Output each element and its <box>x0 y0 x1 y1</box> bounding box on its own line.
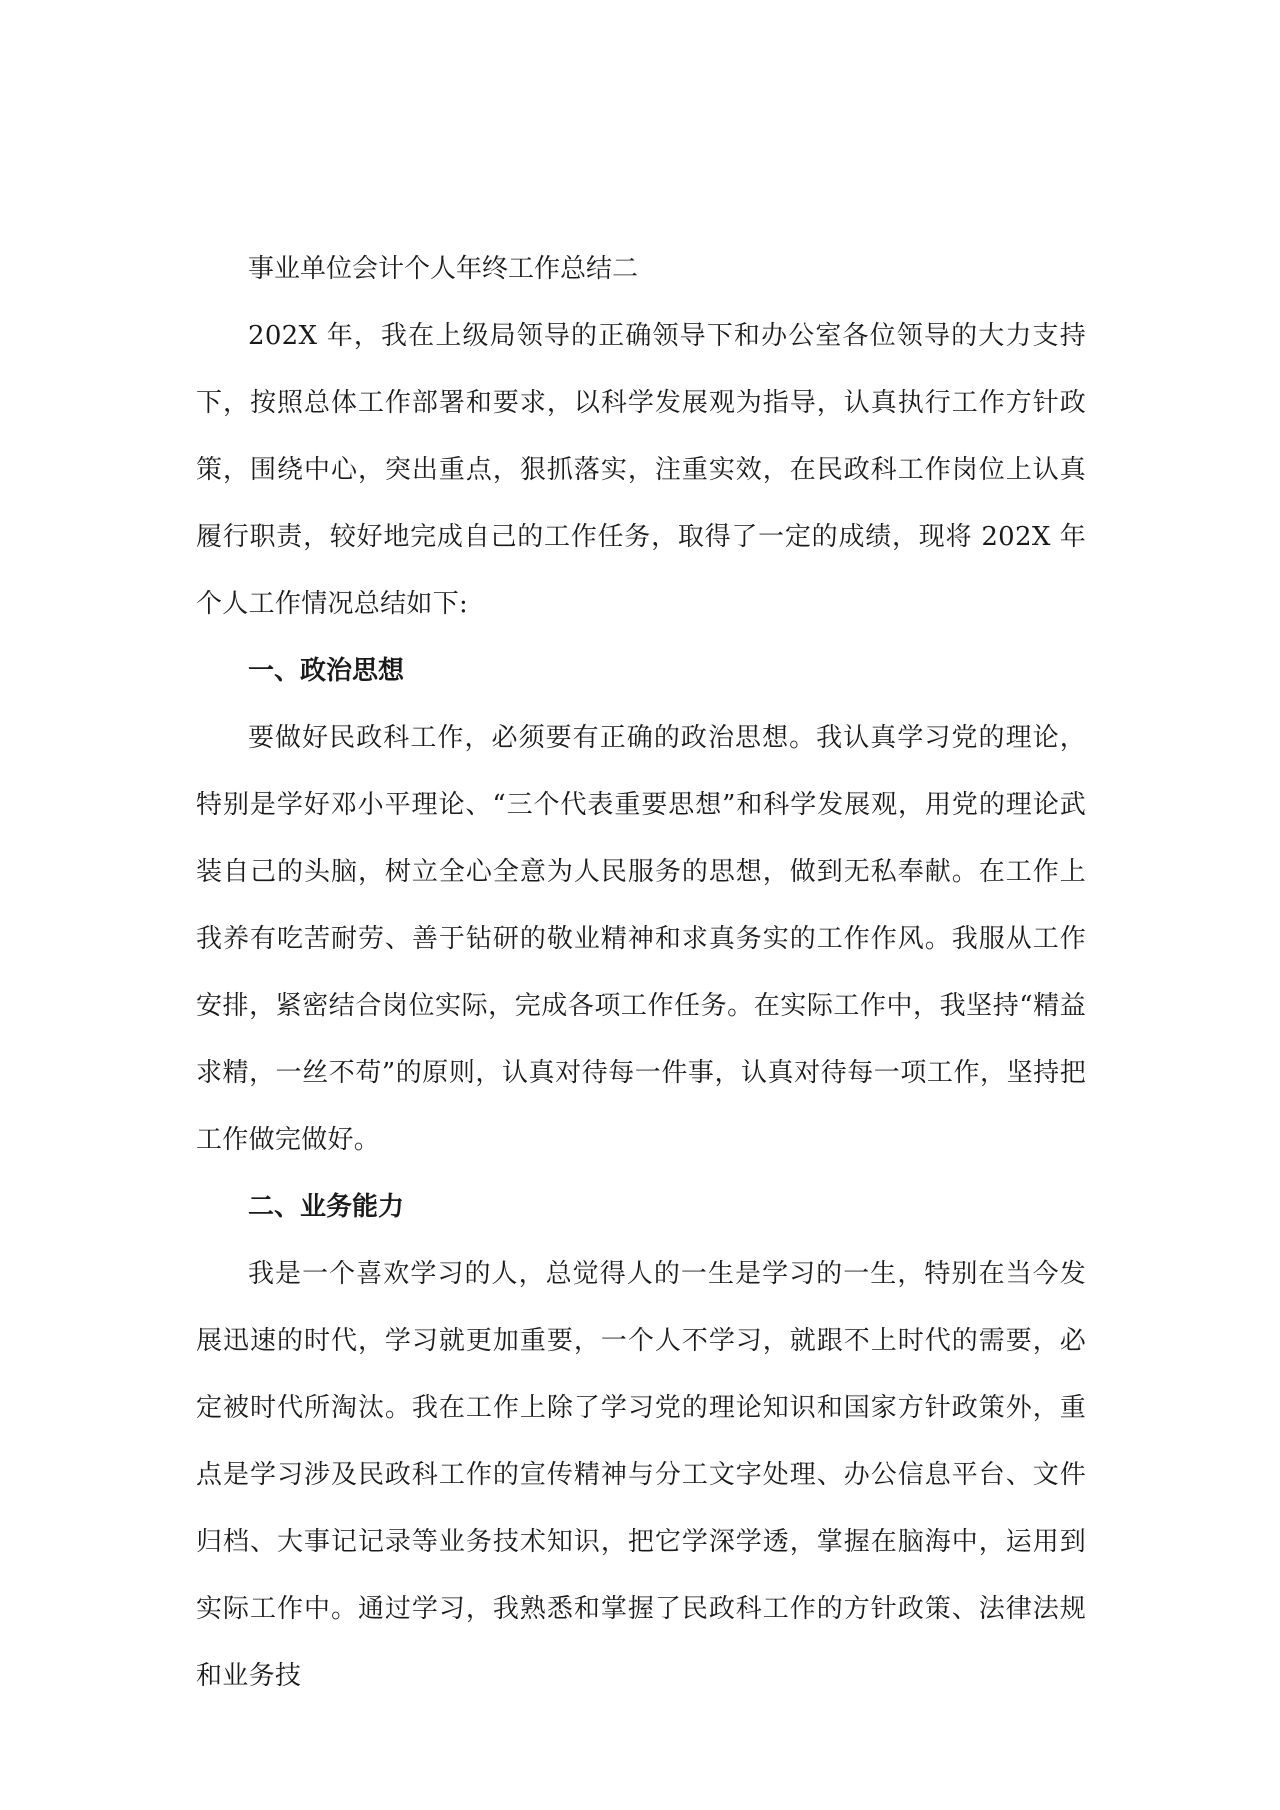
section-body-political: 要做好民政科工作，必须要有正确的政治思想。我认真学习党的理论，特别是学好邓小平理论、“三个代表重要思想”和科学发展观，用党的理论武装自己的头脑，树立全心全意为人民服务的思想，做到无私奉献。在工作上我养有吃苦耐劳、善于钻研的敬业精神和求真务实的工作作风。我服从工作安排，紧密结合岗位实际，完成各项工作任务。在实际工作中，我坚持“精益求精，一丝不苟”的原则，认真对待每一件事，认真对待每一项工作，坚持把工作做完做好。 <box>196 723 1086 1155</box>
section-body-business: 我是一个喜欢学习的人，总觉得人的一生是学习的一生，特别在当今发展迅速的时代，学习就更加重要，一个人不学习，就跟不上时代的需要，必定被时代所淘汰。我在工作上除了学习党的理论知识和国家方针政策外，重点是学习涉及民政科工作的宣传精神与分工文字处理、办公信息平台、文件归档、大事记记录等业务技术知识，把它学深学透，掌握在脑海中，运用到实际工作中。通过学习，我熟悉和掌握了民政科工作的方针政策、法律法规和业务技 <box>196 1259 1086 1691</box>
document-body <box>196 236 1086 1710</box>
document-title: 事业单位会计个人年终工作总结二 <box>248 254 639 284</box>
section-heading-political: 一、政治思想 <box>248 656 405 686</box>
intro-paragraph: 202X 年，我在上级局领导的正确领导下和办公室各位领导的大力支持下，按照总体工作部署和要求，以科学发展观为指导，认真执行工作方针政策，围绕中心，突出重点，狠抓落实，注重实效，在民政科工作岗位上认真履行职责，较好地完成自己的工作任务，取得了一定的成绩，现将 202X 年个人工作情况总结如下: <box>196 321 1086 619</box>
section-heading-business: 二、业务能力 <box>248 1192 405 1222</box>
